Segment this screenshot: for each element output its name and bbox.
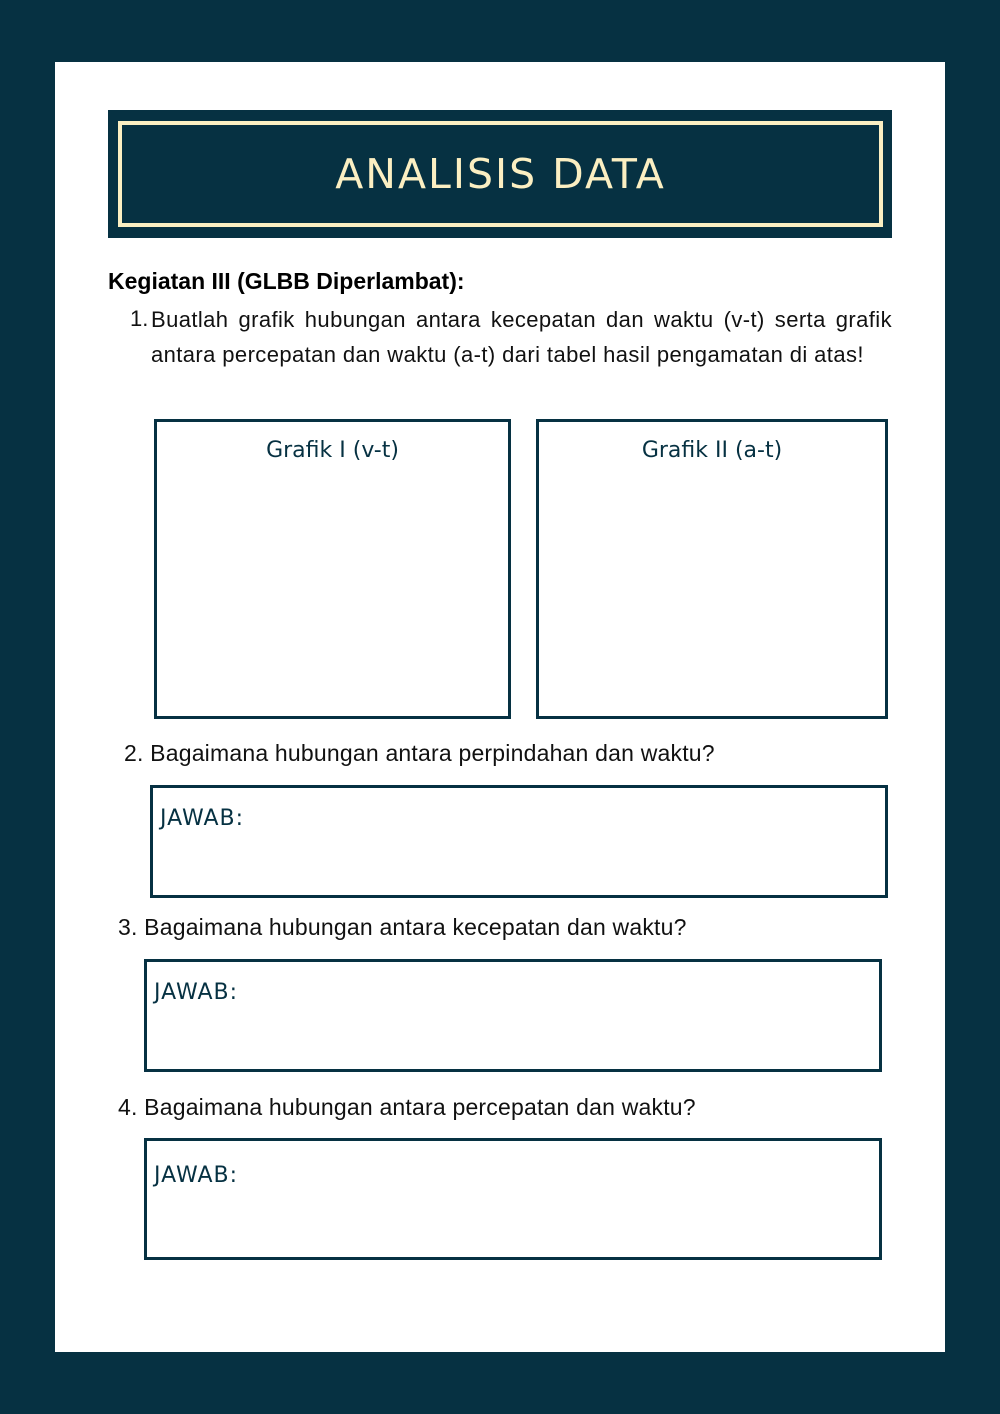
title-banner [108, 110, 892, 238]
graph-2-title: Grafik II (a-t) [641, 438, 783, 463]
graph-1-box[interactable] [154, 419, 511, 719]
graph-1-title: Grafik I (v-t) [266, 438, 399, 463]
question-4-text: 4. Bagaimana hubungan antara percepatan dan waktu? [118, 1094, 696, 1120]
question-3-text: 3. Bagaimana hubungan antara kecepatan dan waktu? [118, 914, 687, 940]
question-2-text: 2. Bagaimana hubungan antara perpindahan dan waktu? [124, 740, 715, 766]
answer-4-label: JAWAB: [154, 1163, 239, 1188]
answer-4-box[interactable] [144, 1138, 882, 1260]
answer-2-box[interactable] [150, 785, 888, 898]
title-banner-frame [118, 121, 883, 227]
section-heading: Kegiatan III (GLBB Diperlambat): [108, 268, 465, 294]
question-1-number: 1. [130, 306, 149, 331]
page-title: ANALISIS DATA [335, 150, 666, 198]
answer-3-box[interactable] [144, 959, 882, 1072]
graph-2-box[interactable] [536, 419, 888, 719]
question-1-text: Buatlah grafik hubungan antara kecepatan dan waktu (v-t) serta grafik antara percepatan dan waktu (a-t) dari tabel hasil pengamatan di atas! [151, 307, 892, 367]
answer-2-label: JAWAB: [160, 806, 245, 831]
answer-3-label: JAWAB: [154, 980, 239, 1005]
